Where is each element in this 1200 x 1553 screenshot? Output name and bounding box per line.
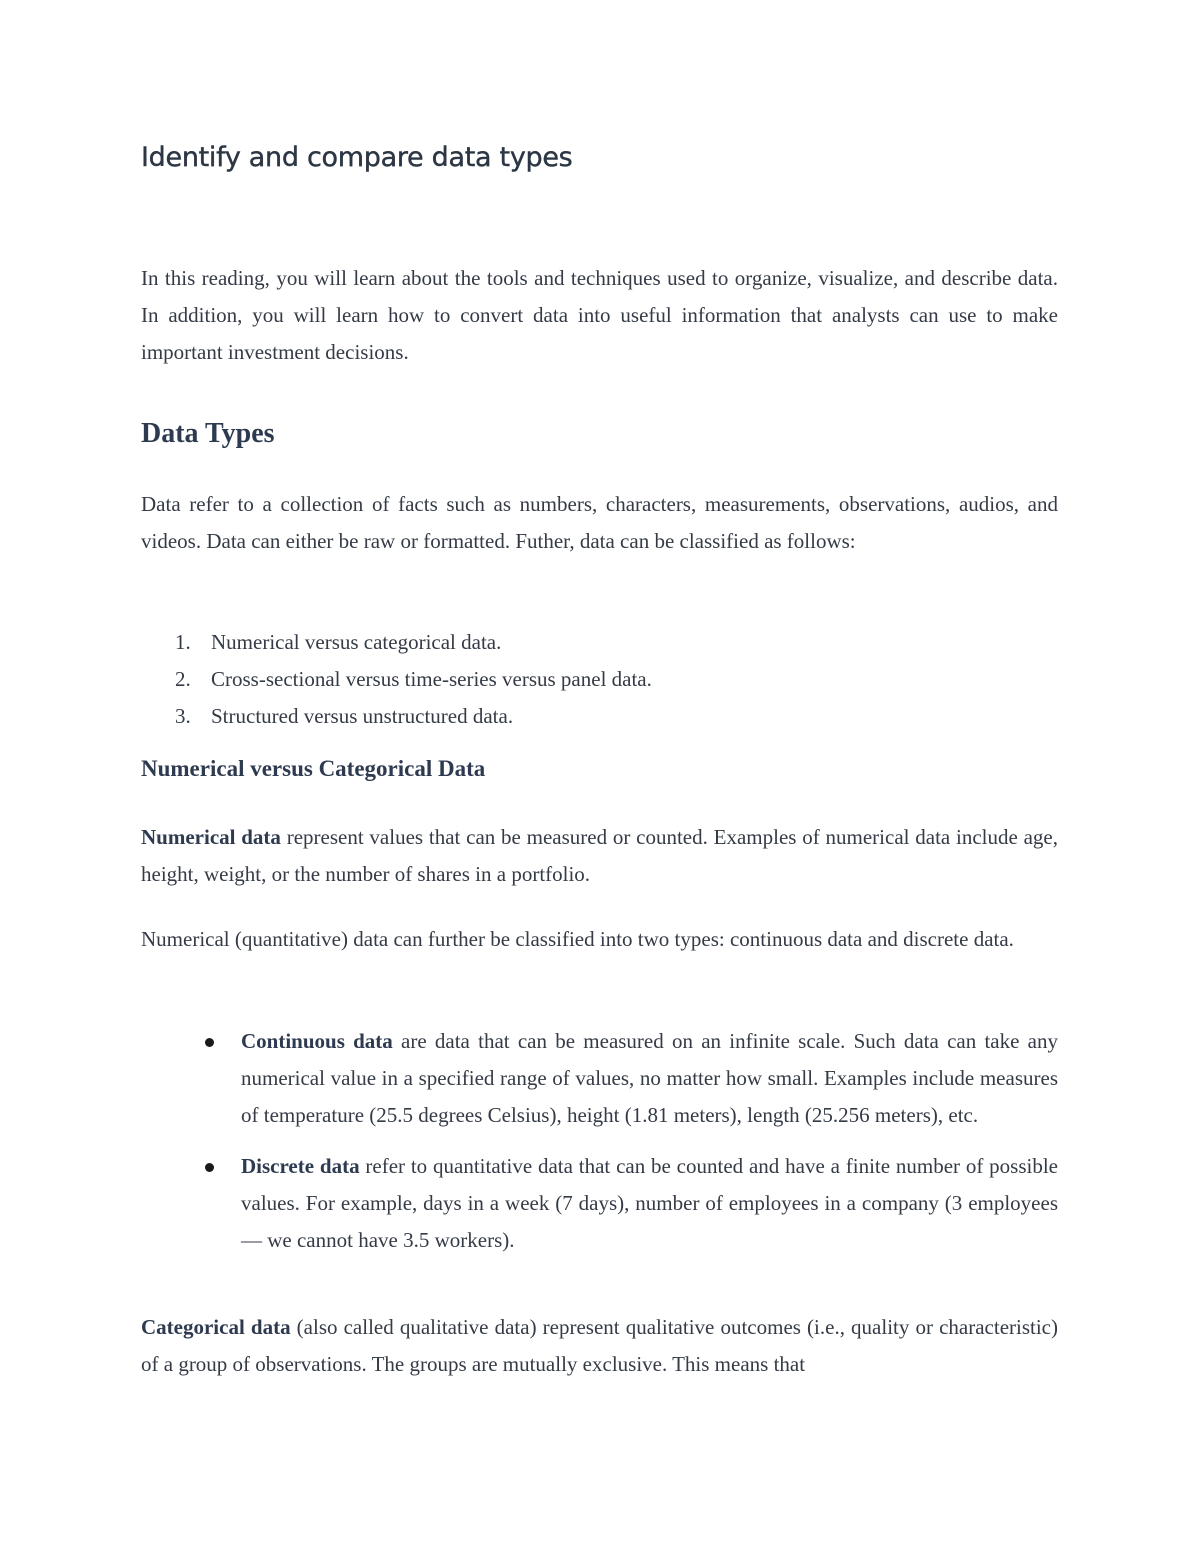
document-title: Identify and compare data types xyxy=(141,142,573,173)
list-item-text: Cross-sectional versus time-series versus panel data. xyxy=(211,667,652,691)
list-item xyxy=(141,1148,1058,1259)
bold-term: Numerical data xyxy=(141,825,281,849)
section-heading-numerical-vs-categorical: Numerical versus Categorical Data xyxy=(141,756,486,781)
bullet-icon xyxy=(205,1163,214,1172)
bold-term: Continuous data xyxy=(241,1029,393,1053)
list-item xyxy=(141,661,652,698)
section-heading-data-types: Data Types xyxy=(141,418,275,449)
list-number: 3. xyxy=(175,704,191,728)
list-number: 1. xyxy=(175,630,191,654)
quantitative-types-paragraph: Numerical (quantitative) data can further be classified into two types: continuous data and discrete data. xyxy=(141,927,1014,951)
list-item-text: Numerical versus categorical data. xyxy=(211,630,502,654)
list-item-text: are data that can be measured on an infinite scale. Such data can take any numerical value in a specified range of values, no matter how small. Examples include measures of temperature (25.5 degrees Celsius), height (1.81 meters), length (25.256 meters), etc. xyxy=(241,1029,1058,1127)
bold-term: Categorical data xyxy=(141,1315,291,1339)
list-item-text: Structured versus unstructured data. xyxy=(211,704,514,728)
bold-term: Discrete data xyxy=(241,1154,360,1178)
list-number: 2. xyxy=(175,667,191,691)
intro-paragraph: In this reading, you will learn about the tools and techniques used to organize, visualize, and describe data. In addition, you will learn how to convert data into useful information that analysts can use to make important investment decisions. xyxy=(141,266,1058,364)
paragraph-text: represent values that can be measured or counted. Examples of numerical data include age, height, weight, or the number of shares in a portfolio. xyxy=(141,825,1058,886)
classification-list xyxy=(141,624,652,735)
data-types-paragraph: Data refer to a collection of facts such as numbers, characters, measurements, observations, audios, and videos. Data can either be raw or formatted. Futher, data can be classified as follows: xyxy=(141,492,1058,553)
paragraph-text: (also called qualitative data) represent qualitative outcomes (i.e., quality or characteristic) of a group of observations. The groups are mutually exclusive. This means that xyxy=(141,1315,1058,1376)
list-item xyxy=(141,698,652,735)
list-item-text: refer to quantitative data that can be counted and have a finite number of possible values. For example, days in a week (7 days), number of employees in a company (3 employees — we cannot have 3.5 workers). xyxy=(241,1154,1058,1252)
numerical-data-paragraph xyxy=(141,819,1058,893)
categorical-data-paragraph xyxy=(141,1309,1058,1383)
numerical-types-list xyxy=(141,1023,1058,1259)
list-item xyxy=(141,624,652,661)
list-item xyxy=(141,1023,1058,1134)
bullet-icon xyxy=(205,1038,214,1047)
